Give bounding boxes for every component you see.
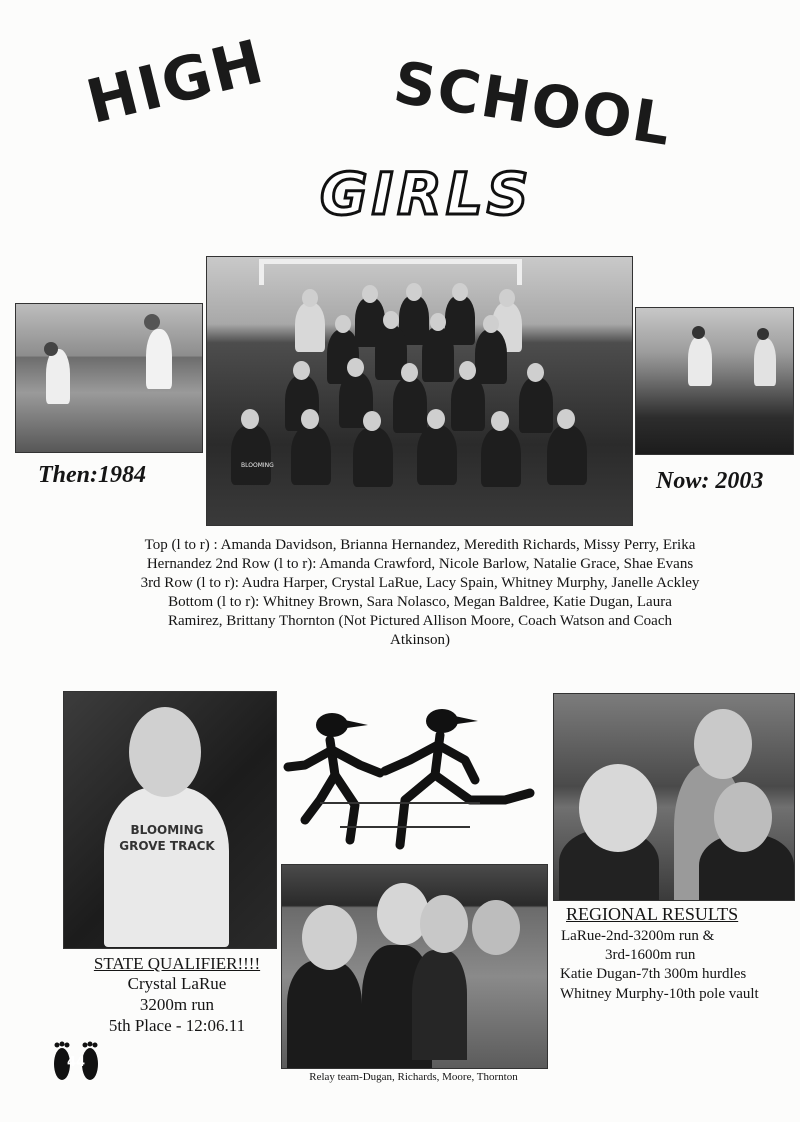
shirt-text: BLOOMING GROVE TRACK	[119, 823, 215, 853]
title-word-girls: GIRLS	[320, 160, 533, 228]
now-2003-photo	[635, 307, 794, 455]
runners-illustration	[280, 705, 545, 860]
team-caption: Top (l to r) : Amanda Davidson, Brianna Hernandez, Meredith Richards, Missy Perry, Erika Hernandez 2nd Row (l to r): Amanda Crawford, Nicole Barlow, Natalie Grace, Shae Evans 3rd Row (l to r): Audra Harper, Crystal LaRue, Lacy Spain, Whitney Murphy, Janelle Ackley Bottom (l to r): Whitney Brown, Sara Nolasco, Megan Baldree, Katie Dugan, Laura Ramirez, Brittany Thornton (Not Pictured Allison Moore, Coach Watson and Coach Atkinson)	[140, 537, 700, 648]
then-label: Then:1984	[38, 462, 146, 488]
relay-team-photo	[281, 864, 548, 1069]
regional-line-3: Katie Dugan-7th 300m hurdles	[560, 966, 747, 982]
state-qualifier-name: Crystal LaRue	[127, 974, 227, 993]
title-word-high: HIGH	[80, 26, 272, 138]
state-qualifier-event: 3200m run	[139, 995, 215, 1014]
now-label: Now: 2003	[656, 468, 764, 494]
regional-line-1: LaRue-2nd-3200m run &	[561, 928, 715, 944]
then-1984-photo	[15, 303, 203, 453]
regional-line-4: Whitney Murphy-10th pole vault	[560, 986, 759, 1002]
title-word-school: SCHOOL	[389, 48, 678, 160]
regional-heading: REGIONAL RESULTS	[566, 904, 739, 924]
regional-line-2: 3rd-1600m run	[605, 947, 696, 963]
regional-photo	[553, 693, 795, 901]
team-photo	[206, 256, 633, 526]
state-qualifier-result: 5th Place - 12:06.11	[108, 1016, 246, 1035]
jersey-text: BLOOMING	[241, 462, 274, 469]
state-qualifier-photo	[63, 691, 277, 949]
state-qualifier-heading: STATE QUALIFIER!!!!	[93, 954, 261, 973]
relay-caption: Relay team-Dugan, Richards, Moore, Thornton	[309, 1071, 518, 1083]
page-number: 44	[66, 1055, 86, 1070]
